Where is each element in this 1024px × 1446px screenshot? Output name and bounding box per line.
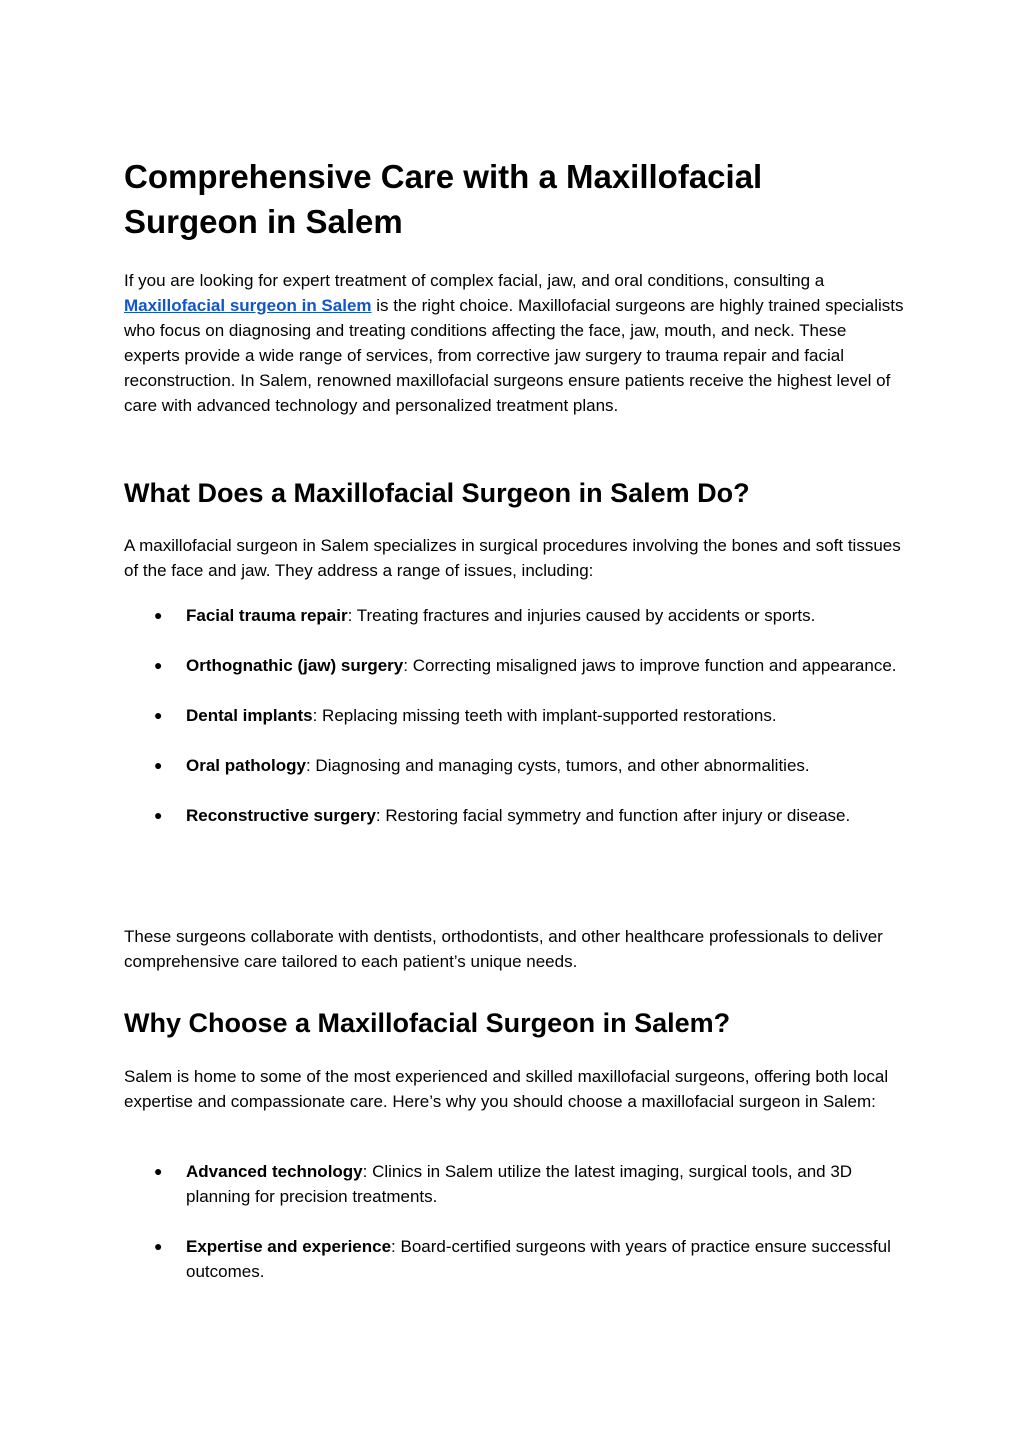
list-item bbox=[124, 1234, 904, 1284]
list-item-term: Expertise and experience bbox=[186, 1237, 392, 1256]
intro-text-before: If you are looking for expert treatment of complex facial, jaw, and oral conditions, consulting a bbox=[124, 271, 825, 290]
intro-text-after: is the right choice. Maxillofacial surgeons are highly trained specialists who focus on diagnosing and treating conditions affecting the face, jaw, mouth, and neck. These experts provide a wide range of services, from corrective jaw surgery to trauma repair and facial reconstruction. In Salem, renowned maxillofacial surgeons ensure patients receive the highest level of care with advanced technology and personalized treatment plans. bbox=[124, 296, 904, 415]
bullet-icon: ● bbox=[154, 807, 163, 823]
list-item-desc: : Correcting misaligned jaws to improve function and appearance. bbox=[403, 656, 897, 675]
list-item-term: Orthognathic (jaw) surgery bbox=[186, 656, 404, 675]
list-item-term: Facial trauma repair bbox=[186, 606, 348, 625]
section1-closing-paragraph: These surgeons collaborate with dentists, orthodontists, and other healthcare professionals to deliver comprehensive care tailored to each patient’s unique needs. bbox=[124, 927, 883, 971]
list-item bbox=[124, 603, 904, 628]
bullet-icon: ● bbox=[154, 757, 163, 773]
reasons-list bbox=[124, 1159, 904, 1284]
bullet-icon: ● bbox=[154, 707, 163, 723]
list-item bbox=[124, 703, 904, 728]
section-heading-what-does: What Does a Maxillofacial Surgeon in Salem Do? bbox=[124, 478, 750, 508]
bullet-icon: ● bbox=[154, 657, 163, 673]
list-item-desc: : Clinics in Salem utilize the latest imaging, surgical tools, and 3D planning for precision treatments. bbox=[186, 1162, 853, 1206]
intro-paragraph bbox=[124, 268, 904, 418]
list-item-term: Dental implants bbox=[186, 706, 313, 725]
list-item-term: Reconstructive surgery bbox=[186, 806, 376, 825]
list-item bbox=[124, 653, 904, 678]
bullet-icon: ● bbox=[154, 1163, 163, 1179]
list-item-term: Advanced technology bbox=[186, 1162, 363, 1181]
section-heading-why-choose: Why Choose a Maxillofacial Surgeon in Salem? bbox=[124, 1008, 731, 1038]
list-item-desc: : Diagnosing and managing cysts, tumors, and other abnormalities. bbox=[305, 756, 810, 775]
list-item-desc: : Board-certified surgeons with years of practice ensure successful outcomes. bbox=[186, 1237, 891, 1281]
bullet-icon: ● bbox=[154, 1238, 163, 1254]
list-item bbox=[124, 1159, 904, 1209]
section2-lead-paragraph: Salem is home to some of the most experienced and skilled maxillofacial surgeons, offering both local expertise and compassionate care. Here’s why you should choose a maxillofacial surgeon in Salem: bbox=[124, 1067, 889, 1111]
list-item-desc: : Restoring facial symmetry and function after injury or disease. bbox=[375, 806, 851, 825]
section1-lead-paragraph: A maxillofacial surgeon in Salem specializes in surgical procedures involving the bones and soft tissues of the face and jaw. They address a range of issues, including: bbox=[124, 536, 901, 580]
procedures-list bbox=[124, 603, 904, 828]
list-item-term: Oral pathology bbox=[186, 756, 306, 775]
page-title: Comprehensive Care with a Maxillofacial Surgeon in Salem bbox=[124, 158, 763, 240]
maxillofacial-surgeon-link[interactable]: Maxillofacial surgeon in Salem bbox=[124, 296, 372, 315]
list-item bbox=[124, 753, 904, 778]
list-item bbox=[124, 803, 904, 828]
list-item-desc: : Replacing missing teeth with implant-supported restorations. bbox=[312, 706, 777, 725]
list-item-desc: : Treating fractures and injuries caused by accidents or sports. bbox=[347, 606, 816, 625]
bullet-icon: ● bbox=[154, 607, 163, 623]
